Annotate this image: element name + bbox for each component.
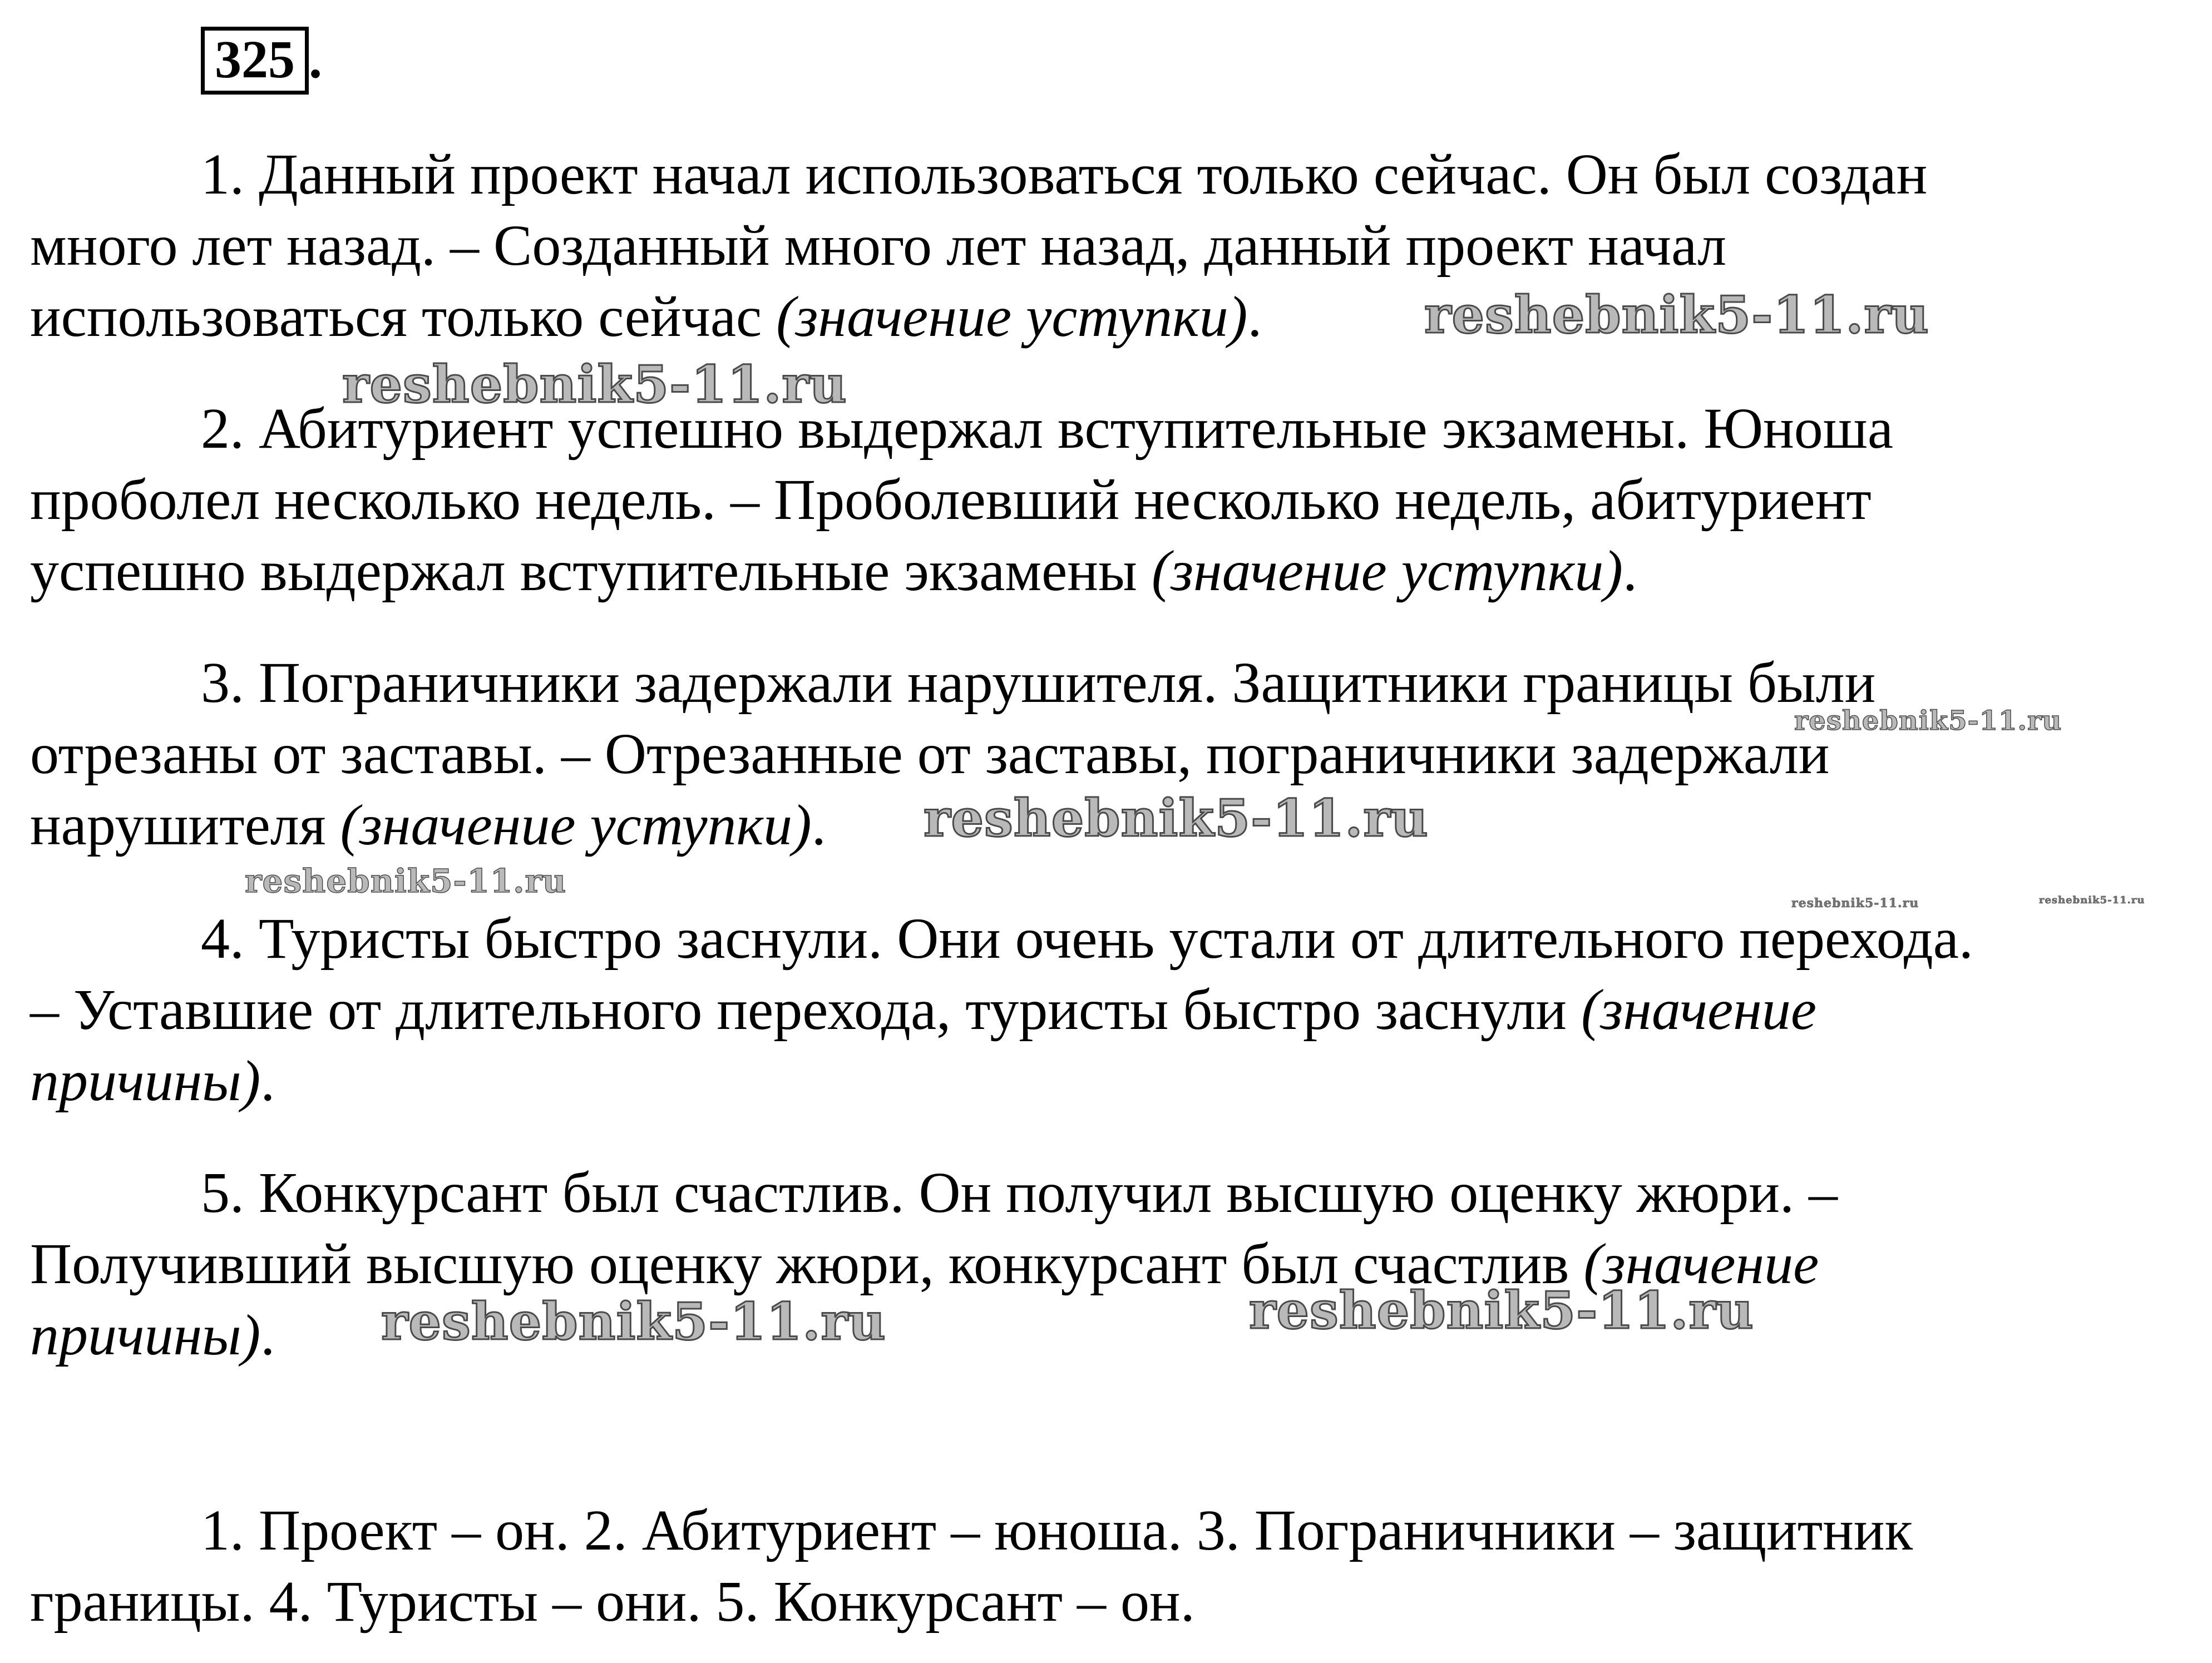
paragraph-2 [30,393,2200,607]
line-text: 4. Туристы быстро заснули. Они очень устали от длительного перехода. [201,907,1973,971]
paragraph-line [30,1229,2200,1300]
line-text: Получивший высшую оценку жюри, конкурсант был счастлив [30,1232,1584,1296]
paragraph-line [30,536,2200,607]
watermark: reshebnik5-11.ru [1794,705,2062,736]
meaning-note: (значение уступки) [340,793,812,857]
watermark: reshebnik5-11.ru [245,862,567,900]
line-text: – Уставшие от длительного перехода, туристы быстро заснули [30,978,1582,1042]
line-text: успешно выдержал вступительные экзамены [30,539,1152,603]
watermark: reshebnik5-11.ru [1424,285,1929,345]
paragraph-line [30,1046,2200,1117]
line-tail: . [260,1049,275,1113]
line-text: много лет назад. – Созданный много лет назад, данный проект начал [30,214,1727,278]
paragraph-line [30,139,2200,210]
line-text: границы. 4. Туристы – они. 5. Конкурсант – он. [30,1570,1195,1634]
paragraph-line [30,903,2200,974]
line-text: 1. Данный проект начал использоваться только сейчас. Он был создан [201,142,1928,206]
watermark: reshebnik5-11.ru [1791,896,1919,910]
line-tail: . [1247,285,1262,349]
meaning-note: причины) [30,1303,261,1367]
paragraph-line [30,974,2200,1046]
line-tail: . [1623,539,1638,603]
paragraph-line [30,210,2200,281]
meaning-note: (значение [1583,1232,1819,1296]
line-text: нарушителя [30,793,340,857]
paragraph-line [30,464,2200,536]
line-text: 3. Пограничники задержали нарушителя. Защитники границы были [201,651,1876,715]
line-tail: . [260,1303,275,1367]
line-text: проболел несколько недель. – Проболевший несколько недель, абитуриент [30,468,1872,532]
line-text: 1. Проект – он. 2. Абитуриент – юноша. 3. Пограничники – защитник [201,1498,1913,1562]
paragraph-line [30,1495,2200,1566]
watermark: reshebnik5-11.ru [381,1291,886,1352]
paragraph-line [30,1300,2200,1371]
line-text: 5. Конкурсант был счастлив. Он получил высшую оценку жюри. – [201,1161,1838,1225]
meaning-note: (значение [1581,978,1817,1042]
line-tail: . [811,793,826,857]
paragraph-4 [30,903,2200,1117]
task-number-box [201,27,309,95]
meaning-note: (значение уступки) [776,285,1248,349]
line-text: отрезаны от заставы. – Отрезанные от заставы, пограничники задержали [30,722,1830,786]
paragraph-line [30,1157,2200,1229]
task-number [201,27,322,95]
answer-paragraph [30,1495,2200,1637]
task-number-value: 325 [215,29,295,89]
paragraph-5 [30,1157,2200,1371]
line-text: использоваться только сейчас [30,285,777,349]
task-number-dot: . [309,29,322,89]
watermark: reshebnik5-11.ru [342,354,847,414]
meaning-note: (значение уступки) [1151,539,1623,603]
watermark: reshebnik5-11.ru [2039,894,2145,906]
line-text: 2. Абитуриент успешно выдержал вступительные экзамены. Юноша [201,397,1893,461]
paragraph-line [30,1566,2200,1637]
watermark: reshebnik5-11.ru [924,788,1429,848]
watermark: reshebnik5-11.ru [1249,1280,1754,1340]
meaning-note: причины) [30,1049,261,1113]
